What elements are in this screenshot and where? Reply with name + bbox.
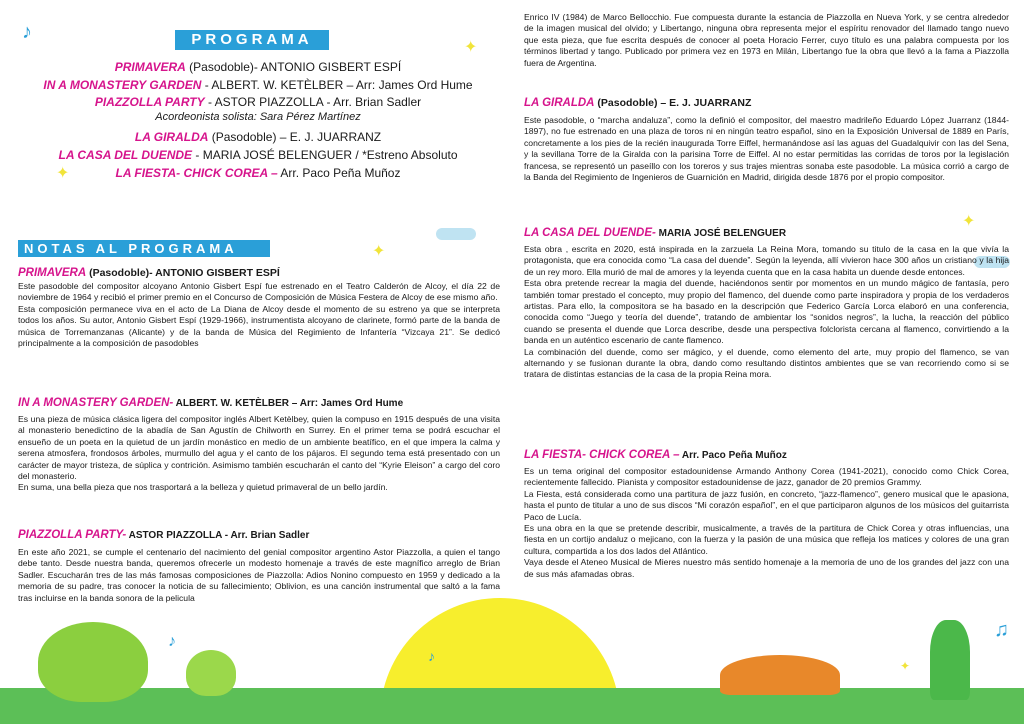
section-heading: PRIMAVERA (Pasodoble)- ANTONIO GISBERT ESPÍ — [18, 267, 280, 279]
grass-ground — [0, 688, 1024, 724]
program-item: PIAZZOLLA PARTY - ASTOR PIAZZOLLA - Arr. Brian Sadler — [94, 95, 422, 109]
section-heading: IN A MONASTERY GARDEN- ALBERT. W. KETÈLBER – Arr: James Ord Hume — [18, 397, 404, 409]
soloist-note: Acordeonista solista: Sara Pérez Martínez — [155, 111, 361, 123]
music-note-icon: ♪ — [22, 21, 32, 43]
star-icon: ✦ — [464, 39, 478, 56]
music-note-icon: ♪ — [428, 648, 435, 664]
section-text: Este pasodoble del compositor alcoyano Antonio Gisbert Espí fue estrenado en el Teatro Calderón de Alcoy, el día 22 de noviembre de 1964 y recibió el primer premio en el Concurso de Composición de Música Festera de Alcoy de ese mismo año. Esta composición permanece viva en el acto de La Diana de Alcoy desde el momento de su estreno ya que se interpreta todos los años. Su autor, Antonio Gisbert Espí (1929-1966), instrumentista alcoyano de clarinete, formó parte de la banda de música de Torremanzanas (Alicante) y de la banda de Música del Regimiento de Infantería “Vizcaya 21”. Se dedicó principalmente a la composición de pasodobles — [18, 281, 500, 349]
star-icon: ✦ — [962, 213, 976, 230]
program-item: PRIMAVERA (Pasodoble)- ANTONIO GISBERT ESPÍ — [114, 60, 402, 74]
star-icon: ✦ — [56, 165, 70, 182]
music-note-icon: ♫ — [994, 619, 1009, 641]
note-piazzolla — [18, 528, 500, 604]
section-text: Este pasodoble, o “marcha andaluza”, como la definió el compositor, del maestro madrileño Eduardo López Juarranz (1844-1897), no fue estrenado en una plaza de toros ni en ningún teatro español, sino en la Exposición Universal de 1889 en París, concretamente a los pies de la recién inaugurada Torre Eiffel, hermanándose así las aguas del Guadalquivir con las del Sena, y la sevillana Torre de la Giralda con la parisina Torre de Eiffel. Al no estar permitidas las corridas de toros por la legislación francesa, se representó un paseíllo con los toreros y sus trajes mientras sonaba este pasodoble. La música corrió a cargo de la Banda del Regimiento de Ingenieros de Guarnición en Madrid, dirigida desde 1876 por el propio compositor. — [524, 115, 1009, 183]
program-item: IN A MONASTERY GARDEN - ALBERT. W. KETÈLBER – Arr: James Ord Hume — [43, 78, 473, 92]
flowers-illustration — [720, 655, 840, 695]
note-duende — [524, 226, 1009, 381]
star-icon: ✦ — [372, 243, 386, 260]
plant-illustration — [930, 620, 970, 700]
bush-illustration — [38, 622, 148, 702]
section-text: Enrico IV (1984) de Marco Bellocchio. Fue compuesta durante la estancia de Piazzolla en Nueva York, y se centra alrededor de la imagen musical del olvido; y Libertango, ninguna obra representa mejor el espíritu renovador del llamado tango nuevo que esta pieza, que fue escrita después de conocer al poeta Horacio Ferrer, cuyo título es una palabra compuesta por los términos libertad y tango. Publicado por primera vez en 1973 en Milán, Libertango fue la obra que llevó a la fama a Piazzolla fuera de Argentina. — [524, 12, 1009, 68]
cloud-illustration — [436, 228, 476, 240]
section-heading: LA GIRALDA (Pasodoble) – E. J. JUARRANZ — [524, 97, 752, 109]
note-piazzolla-cont — [524, 12, 1009, 69]
section-heading: LA FIESTA- CHICK COREA – Arr. Paco Peña Muñoz — [524, 449, 787, 461]
program-item: LA CASA DEL DUENDE - MARIA JOSÉ BELENGUER / *Estreno Absoluto — [58, 148, 458, 162]
star-icon: ✦ — [900, 659, 911, 673]
programa-heading: PROGRAMA — [175, 30, 329, 50]
music-note-icon: ♪ — [168, 633, 176, 650]
note-primavera — [18, 266, 500, 349]
section-heading: LA CASA DEL DUENDE- MARIA JOSÉ BELENGUER — [524, 227, 787, 239]
note-monastery — [18, 396, 500, 494]
section-text: Es un tema original del compositor estadounidense Armando Anthony Corea (1941-2021), conocido como Chick Corea, recientemente fallecido. Pianista y compositor estadounidense de jazz, ganador de 20 premios Grammy. La Fiesta, está considerada como una partitura de jazz fusión, en concreto, “jazz-flamenco”, genero musical que le apasiona, hasta el punto de titular a uno de sus discos “Mi corazón español”, en el que participaron algunos de los músicos del guitarrista Paco de Lucía. Es una obra en la que se pretende describir, musicalmente, a través de la partitura de Chick Corea y otras influencias, una fiesta en un cortijo andaluz o mejicano, con la fuerza y la pasión de una música que refleja los matices y colores de una gran cultura, compartida a los dos lados del Atlántico. Vaya desde el Ateneo Musical de Mieres nuestro más sentido homenaje a la memoria de uno de los grandes del jazz con una de sus más afamadas obras. — [524, 466, 1009, 579]
section-text: Es una pieza de música clásica ligera del compositor inglés Albert Ketèlbey, quien la compuso en 1915 después de una visita al monasterio benedictino de la abadía de San Agustín de Chilworth en Surrey. En el primer tema se podrá escuchar el ensueño de un poeta en la quietud de un jardín monástico en medio de un ambiente beatífico, en el que impera la calma y serena atmosfera, frondosos árboles, murmullo del agua y el canto de los pájaros. El segundo tema está presentado con un carácter de mayor tristeza, de súplica y contrición. Asimismo también escucharán el canto del “Kyrie Eleison” a cargo del coro del monasterio. En suma, una bella pieza que nos trasportará a la belleza y quietud primaveral de un bello jardín. — [18, 414, 500, 493]
section-heading: PIAZZOLLA PARTY- ASTOR PIAZZOLLA - Arr. Brian Sadler — [18, 529, 310, 541]
note-fiesta — [524, 448, 1009, 580]
note-giralda — [524, 96, 1009, 183]
notas-heading: NOTAS AL PROGRAMA — [18, 240, 270, 257]
program-item: LA FIESTA- CHICK COREA – Arr. Paco Peña Muñoz — [115, 166, 401, 180]
bush-illustration — [186, 650, 236, 696]
section-text: Esta obra , escrita en 2020, está inspirada en la zarzuela La Reina Mora, tomando su titulo de la casa en la que vivía la protagonista, que era conocida como “La casa del duende”. Según la leyenda, allí vivieron hace 300 años un cristiano y la hija de un rey moro. Ella murió de mal de amores y la leyenda cuenta que en la casa habita un duende desde entonces. Esta obra pretende recrear la magia del duende, haciéndonos sentir por momentos en un mundo mágico de fantasía, pero también tomar prestado el concepto, muy propio del flamenco, del duende como parte inspiradora y propia de los verdaderos artistas. Para ello, la compositora se ha basado en la descripción que Federico García Lorca elaboró en una conferencia, conocida como “Juego y teoría del duende”, tratando de ambientar los “sonidos negros”, la lucha, la reacción del público cuando se presenta el duende que Lorca describe, desde una perspectiva folclorista cercana al flamenco, convirtiendo a la banda en un auténtico escenario de cante flamenco. La combinación del duende, como ser mágico, y el duende, como elemento del arte, muy propio del flamenco, se van alternando y se fusionan durante la obra, dando como resultando distintos ambientes que se van recorriendo como si se tratara de distintas estancias de la casa de la propia Reina mora. — [524, 244, 1009, 380]
program-item: LA GIRALDA (Pasodoble) – E. J. JUARRANZ — [134, 130, 382, 144]
program-list — [18, 58, 498, 182]
section-text: En este año 2021, se cumple el centenario del nacimiento del genial compositor argentino Astor Piazzolla, a quien el tango debe tanto. Desde nuestra banda, queremos ofrecerle un modesto homenaje a través de este magnífico arreglo de Brian Sadler. Escucharán tres de las más famosas composiciones de Piazzolla: Adios Nonino compuesto en 1959 y dedicado a la memoria de su padre, tras conocer la noticia de su fallecimiento; Oblivion, es una canción instrumental que saltó a la fama tras incluirse en la banda sonora de la pelicula — [18, 547, 500, 603]
